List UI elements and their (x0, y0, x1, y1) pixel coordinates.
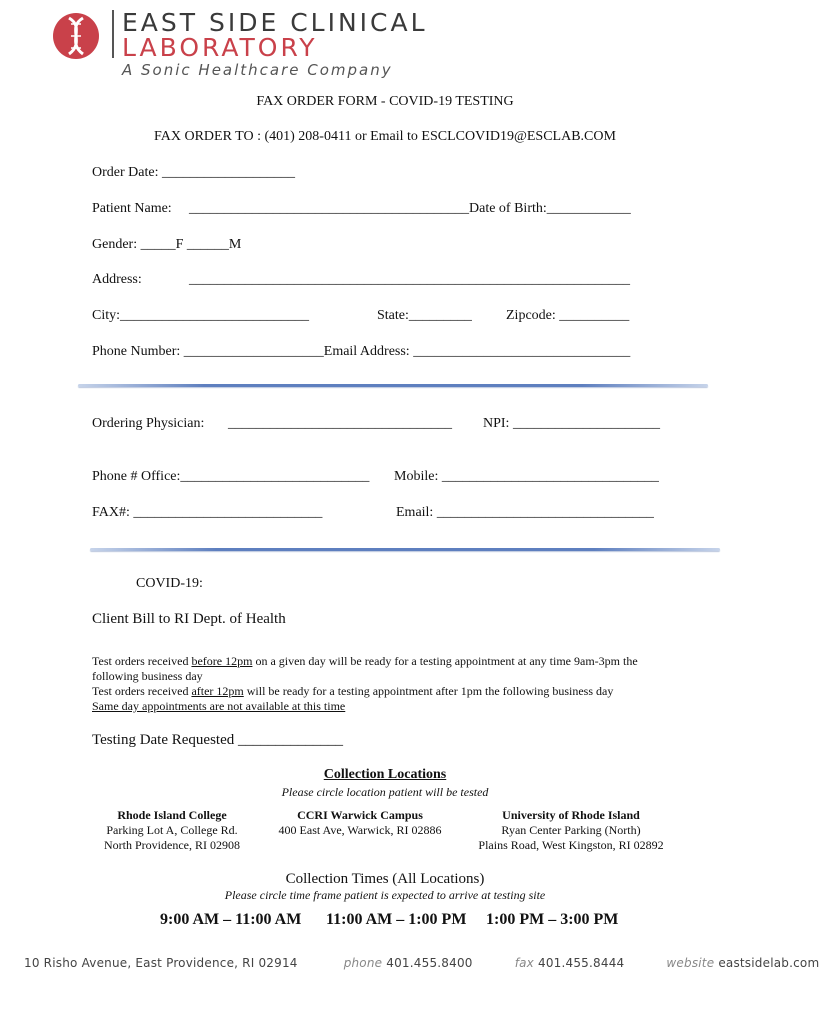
collection-times-subheading: Please circle time frame patient is expected to arrive at testing site (224, 888, 546, 902)
collection-locations-heading: Collection Locations (323, 767, 447, 782)
location-ric[interactable] (82, 808, 262, 853)
logo-line1: EAST SIDE CLINICAL (122, 8, 428, 37)
location-line1: 400 East Ave, Warwick, RI 02886 (278, 823, 442, 837)
note-line-1: Test orders received before 12pm on a given day will be ready for a testing appointment at any time 9am-3pm the (92, 654, 638, 668)
collection-locations-subheading: Please circle location patient will be tested (281, 785, 489, 799)
fax-field[interactable]: FAX#: ___________________________ (92, 505, 323, 520)
zipcode-field[interactable]: Zipcode: __________ (506, 308, 630, 323)
phone-email-field[interactable]: Phone Number: ____________________Email Address: _______________________________ (92, 344, 631, 359)
location-name: CCRI Warwick Campus (297, 808, 423, 822)
footer-website-label: website (666, 956, 715, 970)
physician-email-field[interactable]: Email: _______________________________ (396, 505, 654, 520)
location-name: Rhode Island College (117, 808, 227, 822)
mobile-field[interactable]: Mobile: _______________________________ (394, 469, 659, 484)
state-field[interactable]: State:_________ (377, 308, 472, 323)
dna-logo-icon (52, 12, 100, 60)
phone-office-field[interactable]: Phone # Office:___________________________ (92, 469, 370, 484)
location-ccri[interactable] (262, 808, 458, 838)
address-label: Address: (92, 272, 142, 287)
note-line-2: following business day (92, 669, 203, 683)
note-line-3: Test orders received after 12pm will be ready for a testing appointment after 1pm the following business day (92, 684, 614, 698)
npi-field[interactable]: NPI: _____________________ (483, 416, 660, 431)
section-separator-1 (78, 384, 708, 387)
logo-tagline: A Sonic Healthcare Company (122, 61, 393, 79)
fax-to-line: FAX ORDER TO : (401) 208-0411 or Email to ESCLCOVID19@ESCLAB.COM (154, 129, 616, 144)
location-line2: North Providence, RI 02908 (104, 838, 240, 852)
patient-name-label: Patient Name: (92, 201, 172, 216)
footer-phone-label: phone (343, 956, 383, 970)
ordering-physician-field[interactable]: ________________________________ (228, 416, 452, 431)
footer-address: 10 Risho Avenue, East Providence, RI 02914 (24, 956, 298, 970)
location-uri[interactable] (468, 808, 674, 853)
location-line1: Parking Lot A, College Rd. (106, 823, 238, 837)
footer-phone: 401.455.8400 (386, 956, 473, 970)
location-line2: Plains Road, West Kingston, RI 02892 (478, 838, 664, 852)
city-field[interactable]: City:___________________________ (92, 308, 310, 323)
location-name: University of Rhode Island (502, 808, 640, 822)
footer-fax-label: fax (514, 956, 534, 970)
footer-fax: 401.455.8444 (537, 956, 625, 970)
client-bill-label: Client Bill to RI Dept. of Health (92, 611, 286, 627)
address-field[interactable]: _______________________________________________________________ (189, 272, 630, 287)
order-date-field[interactable]: Order Date: ___________________ (92, 165, 295, 180)
footer-website[interactable]: eastsidelab.com (718, 956, 819, 970)
collection-times-heading: Collection Times (All Locations) (285, 871, 485, 887)
gender-field[interactable]: Gender: _____F ______M (92, 237, 242, 252)
logo-divider (112, 10, 114, 58)
time-slot-1[interactable]: 9:00 AM – 11:00 AM (160, 911, 302, 928)
time-slot-3[interactable]: 1:00 PM – 3:00 PM (486, 911, 619, 928)
location-line1: Ryan Center Parking (North) (501, 823, 641, 837)
footer (24, 956, 819, 970)
patient-name-dob-field[interactable]: ________________________________________Date of Birth:____________ (189, 201, 631, 216)
time-slot-2[interactable]: 11:00 AM – 1:00 PM (326, 911, 467, 928)
covid-label: COVID-19: (136, 576, 203, 591)
form-title: FAX ORDER FORM - COVID-19 TESTING (256, 94, 514, 109)
section-separator-2 (90, 548, 720, 551)
logo-line2: LABORATORY (122, 33, 318, 62)
testing-date-field[interactable]: Testing Date Requested ______________ (92, 732, 343, 748)
ordering-physician-label: Ordering Physician: (92, 416, 205, 431)
note-line-4: Same day appointments are not available at this time (92, 699, 346, 713)
